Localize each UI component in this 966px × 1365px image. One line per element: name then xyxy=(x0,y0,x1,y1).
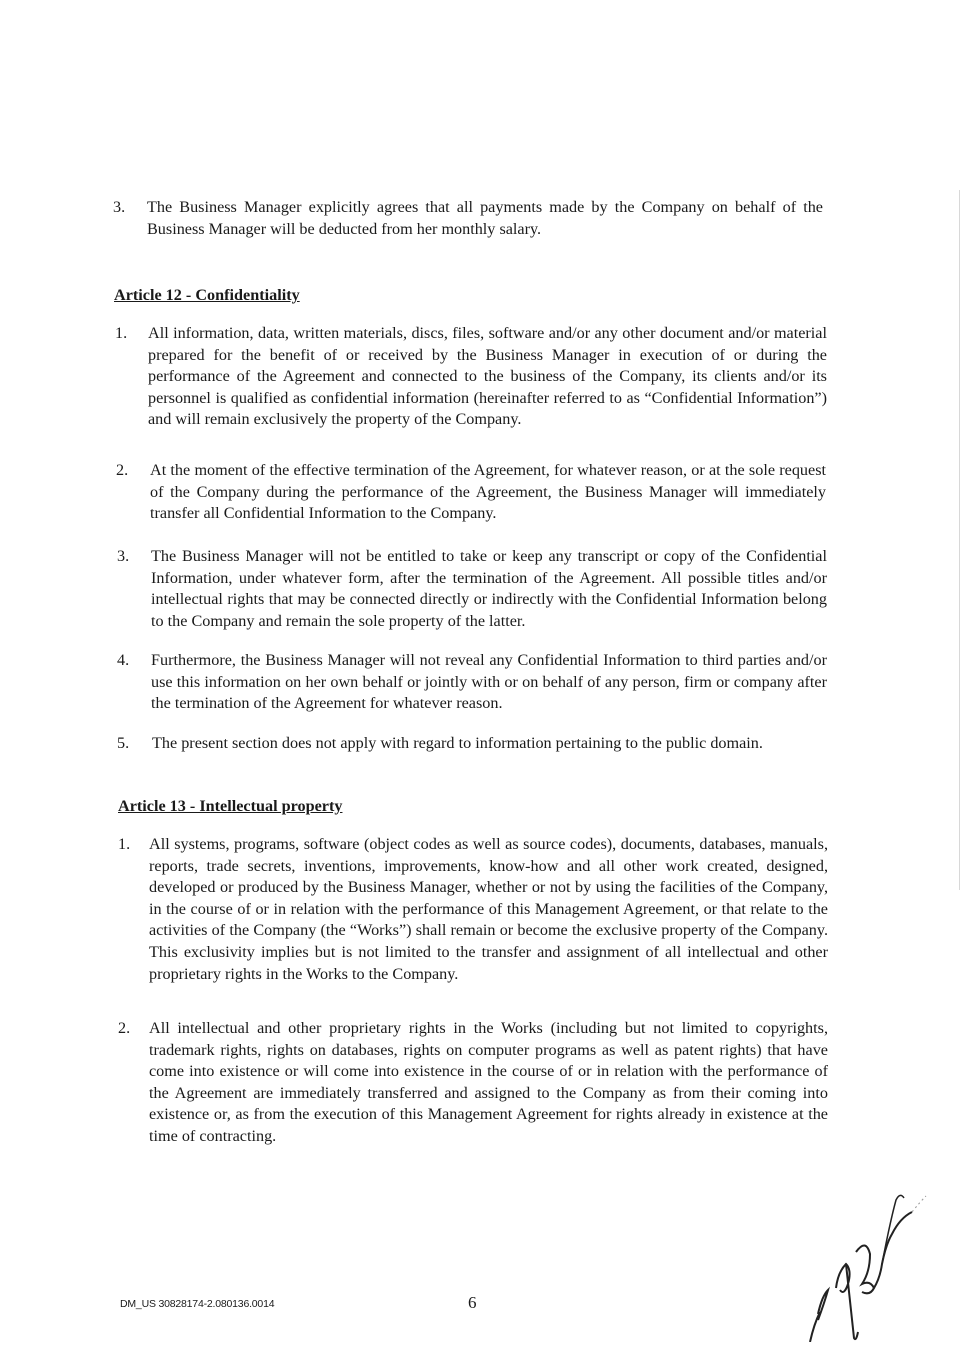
item-number: 2. xyxy=(118,1019,131,1037)
item-text: The Business Manager will not be entitled to take or keep any transcript or copy of the Confidential Information, under whatever form, after the termination of the Agreement. All possible titles and/or intellectual rights that may be connected directly or indirectly with the Confidential Information belong to the Company and remain the sole property of the latter. xyxy=(151,547,827,630)
item-number: 1. xyxy=(118,835,131,853)
item-text: All intellectual and other proprietary rights in the Works (including but not limited to copyrights, trademark rights, rights on databases, rights on computer programs as well as patent rights) that have come into existence or will come into existence in the course of or in relation with the performance of the Agreement are immediately transferred and assigned to the Company as from their coming into existence or, as from the execution of this Management Agreement for rights already in existence at the time of contracting. xyxy=(149,1019,828,1145)
item-text: At the moment of the effective termination of the Agreement, for whatever reason, or at the sole request of the Company during the performance of the Agreement, the Business Manager will immediately transfer all Confidential Information to the Company. xyxy=(150,461,826,523)
article-12-heading: Article 12 - Confidentiality xyxy=(114,286,300,304)
page-number: 6 xyxy=(468,1293,477,1312)
signature-initials xyxy=(800,1192,940,1342)
item-text: All systems, programs, software (object codes as well as source codes), documents, databases, manuals, reports, trade secrets, inventions, improvements, know-how and all other work created, designed, developed or produced by the Business Manager, whether or not by using the facilities of the Company, in the course of or in relation with the performance of this Management Agreement, or that relate to the activities of the Company (the “Works”) shall remain or become the exclusive property of the Company. This exclusivity implies but is not limited to the transfer and assignment of all intellectual and other proprietary rights in the Works to the Company. xyxy=(149,835,828,983)
item-number: 4. xyxy=(117,651,130,669)
scan-edge-line xyxy=(959,190,960,890)
item-text: All information, data, written materials, discs, files, software and/or any other document and/or material prepared for the benefit of or received by the Business Manager in execution of or during the performance of the Agreement and connected to the business of the Company, its clients and/or its personnel is qualified as confidential information (hereinafter referred to as “Confidential Information”) and will remain exclusively the property of the Company. xyxy=(148,324,827,429)
item-text: The present section does not apply with regard to information pertaining to the public domain. xyxy=(152,734,763,752)
item-number: 3. xyxy=(117,547,130,565)
document-reference: DM_US 30828174-2.080136.0014 xyxy=(120,1298,275,1310)
item-number: 2. xyxy=(116,461,129,479)
article-13-heading: Article 13 - Intellectual property xyxy=(118,797,343,815)
item-number: 3. xyxy=(113,198,126,216)
item-number: 1. xyxy=(115,324,128,342)
item-text: Furthermore, the Business Manager will not reveal any Confidential Information to third parties and/or use this information on her own behalf or jointly with or on behalf of any person, firm or company after the termination of the Agreement for whatever reason. xyxy=(151,651,827,713)
item-number: 5. xyxy=(117,734,130,752)
item-text: The Business Manager explicitly agrees that all payments made by the Company on behalf of the Business Manager will be deducted from her monthly salary. xyxy=(147,198,823,238)
